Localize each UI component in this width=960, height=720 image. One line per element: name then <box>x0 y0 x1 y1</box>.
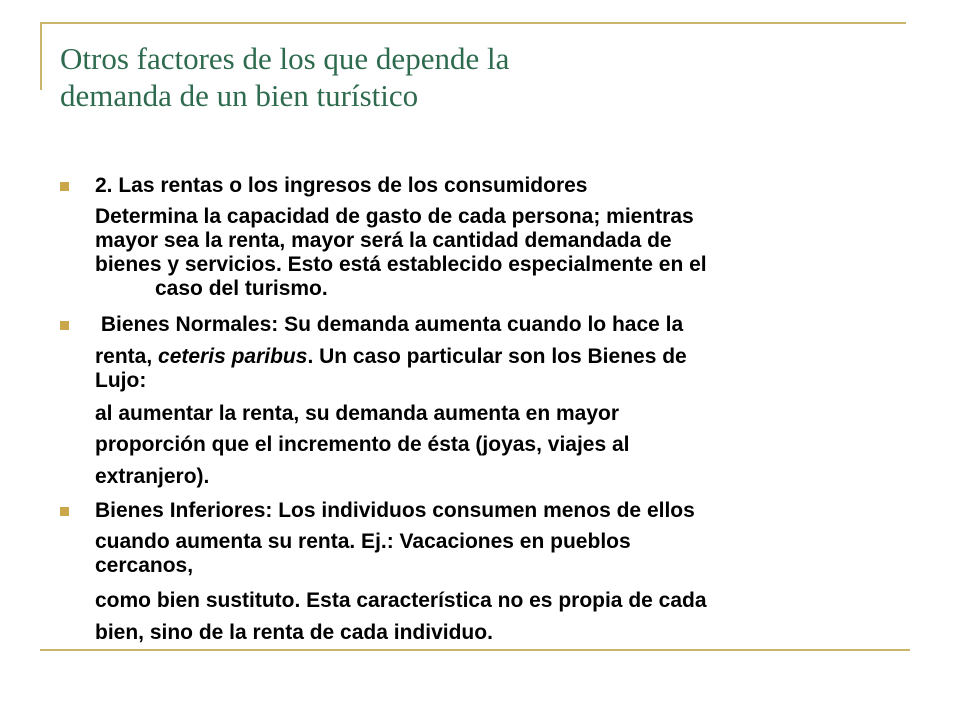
item-2-text-line: al aumentar la renta, su demanda aumenta en mayor <box>95 402 620 425</box>
item-1-heading: 2. Las rentas o los ingresos de los consumidores <box>95 174 588 197</box>
item-2-text-line: proporción que el incremento de ésta (joyas, viajes al <box>95 433 630 456</box>
item-1-text-line: bienes y servicios. Esto está establecido especialmente en el <box>95 253 707 276</box>
item-3-text-line: como bien sustituto. Esta característica no es propia de cada <box>95 589 707 612</box>
item-1-text-line: Determina la capacidad de gasto de cada persona; mientras <box>95 205 694 228</box>
item-3-heading: Bienes Inferiores: Los individuos consumen menos de ellos <box>95 499 695 522</box>
bullet-marker <box>60 321 69 330</box>
item-3-text-line: cercanos, <box>95 554 194 577</box>
item-2-text-segment: renta, <box>95 345 159 368</box>
title-line-1: Otros factores de los que depende la <box>60 41 510 76</box>
item-2-text-segment: . Un caso particular son los Bienes de <box>307 345 687 368</box>
item-3-text-line: bien, sino de la renta de cada individuo. <box>95 621 493 644</box>
item-2-text-line <box>95 345 687 369</box>
item-2-heading: Bienes Normales: Su demanda aumenta cuando lo hace la <box>95 313 684 336</box>
item-2-text-line: extranjero). <box>95 465 210 488</box>
bottom-rule <box>40 649 910 651</box>
item-2-italic-term: ceteris paribus <box>158 345 308 368</box>
bullet-marker <box>60 182 69 191</box>
item-1-text-line: caso del turismo. <box>155 277 328 300</box>
title-line-2: demanda de un bien turístico <box>60 78 419 113</box>
item-1-text-line: mayor sea la renta, mayor será la cantidad demandada de <box>95 229 672 252</box>
item-3-text-line: cuando aumenta su renta. Ej.: Vacaciones en pueblos <box>95 530 631 553</box>
bullet-marker <box>60 507 69 516</box>
item-2-text-line: Lujo: <box>95 369 147 392</box>
